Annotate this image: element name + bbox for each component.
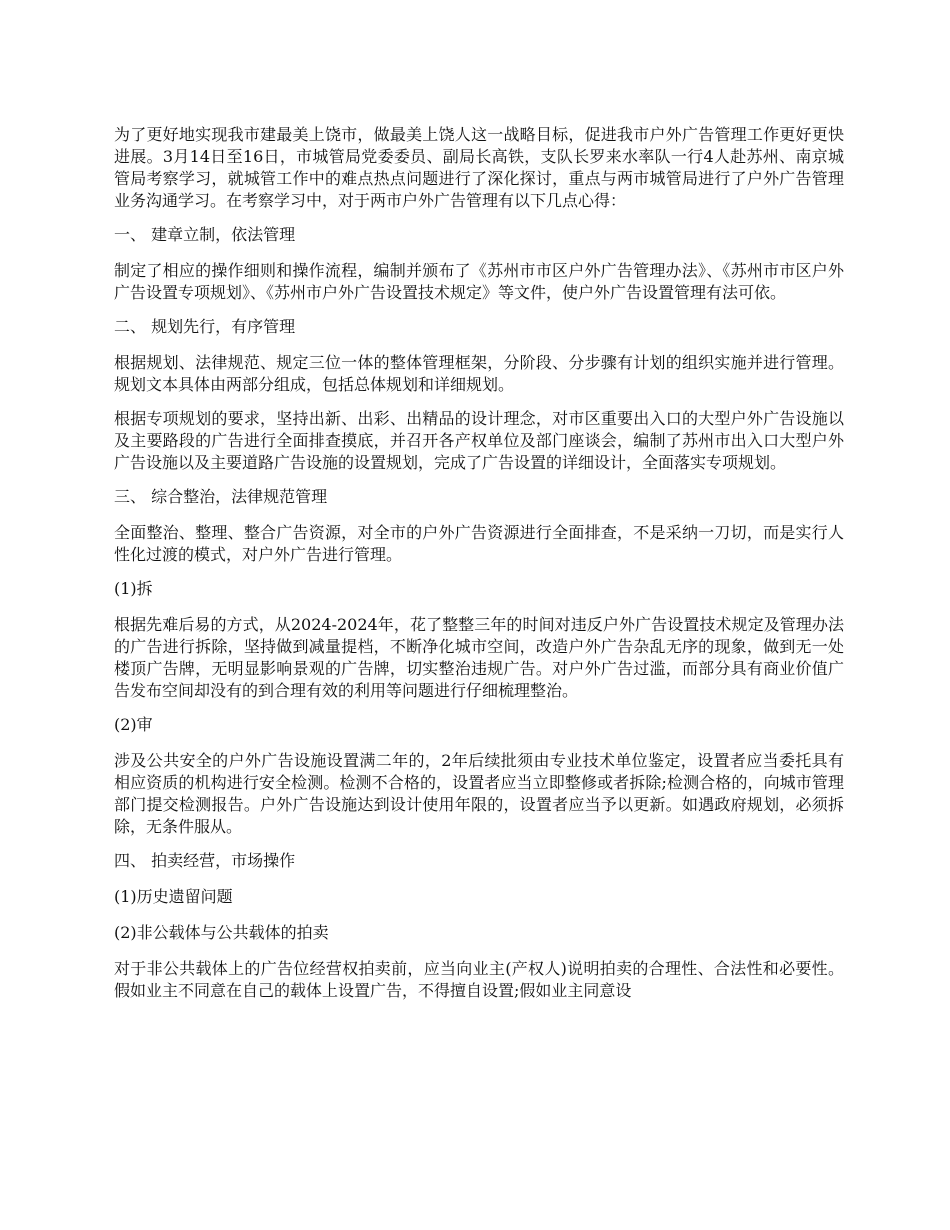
document-page bbox=[114, 124, 844, 1014]
section-1-paragraph: 制定了相应的操作细则和操作流程，编制并颁布了《苏州市市区户外广告管理办法》、《苏州市市区户外广告设置专项规划》、《苏州市户外广告设置技术规定》等文件，使户外广告设置管理有法可依。 bbox=[114, 261, 844, 302]
section-2-paragraph-1: 根据规划、法律规范、规定三位一体的整体管理框架，分阶段、分步骤有计划的组织实施并进行管理。规划文本具体由两部分组成，包括总体规划和详细规划。 bbox=[114, 353, 844, 394]
section-3-paragraph: 全面整治、整理、整合广告资源，对全市的户外广告资源进行全面排查，不是采纳一刀切，而是实行人性化过渡的模式，对户外广告进行管理。 bbox=[114, 523, 844, 564]
section-3-subheading-1: (1)拆 bbox=[114, 579, 153, 598]
section-4-subheading-2: (2)非公载体与公共载体的拍卖 bbox=[114, 923, 329, 942]
section-2-paragraph-2: 根据专项规划的要求，坚持出新、出彩、出精品的设计理念，对市区重要出入口的大型户外广告设施以及主要路段的广告进行全面排查摸底，并召开各产权单位及部门座谈会，编制了苏州市出入口大型户外广告设施以及主要道路广告设施的设置规划，完成了广告设置的详细设计，全面落实专项规划。 bbox=[114, 409, 844, 472]
intro-paragraph: 为了更好地实现我市建最美上饶市，做最美上饶人这一战略目标，促进我市户外广告管理工作更好更快进展。3月14日至16日，市城管局党委委员、副局长高铁，支队长罗来水率队一行4人赴苏州、南京城管局考察学习，就城管工作中的难点热点问题进行了深化探讨，重点与两市城管局进行了户外广告管理业务沟通学习。在考察学习中，对于两市户外广告管理有以下几点心得： bbox=[114, 125, 844, 210]
section-4-subheading-1: (1)历史遗留问题 bbox=[114, 887, 233, 906]
section-3-subheading-2: (2)审 bbox=[114, 715, 153, 734]
section-heading-1: 一、 建章立制，依法管理 bbox=[114, 225, 296, 244]
section-3-sub-1-paragraph: 根据先难后易的方式，从2024-2024年，花了整整三年的时间对违反户外广告设置技术规定及管理办法的广告进行拆除，坚持做到减量提档，不断净化城市空间，改造户外广告杂乱无序的现象，做到无一处楼顶广告牌，无明显影响景观的广告牌，切实整治违规广告。对户外广告过滥，而部分具有商业价值广告发布空间却没有的到合理有效的利用等问题进行仔细梳理整治。 bbox=[114, 615, 844, 700]
section-3-sub-2-paragraph: 涉及公共安全的户外广告设施设置满二年的，2年后续批须由专业技术单位鉴定，设置者应当委托具有相应资质的机构进行安全检测。检测不合格的，设置者应当立即整修或者拆除;检测合格的，向城市管理部门提交检测报告。户外广告设施达到设计使用年限的，设置者应当予以更新。如遇政府规划，必须拆除，无条件服从。 bbox=[114, 751, 844, 836]
section-heading-2: 二、 规划先行，有序管理 bbox=[114, 317, 296, 336]
section-4-sub-2-paragraph: 对于非公共载体上的广告位经营权拍卖前，应当向业主(产权人)说明拍卖的合理性、合法性和必要性。假如业主不同意在自己的载体上设置广告，不得擅自设置;假如业主同意设 bbox=[114, 959, 844, 1000]
section-heading-4: 四、 拍卖经营，市场操作 bbox=[114, 851, 296, 870]
section-heading-3: 三、 综合整治，法律规范管理 bbox=[114, 487, 328, 506]
